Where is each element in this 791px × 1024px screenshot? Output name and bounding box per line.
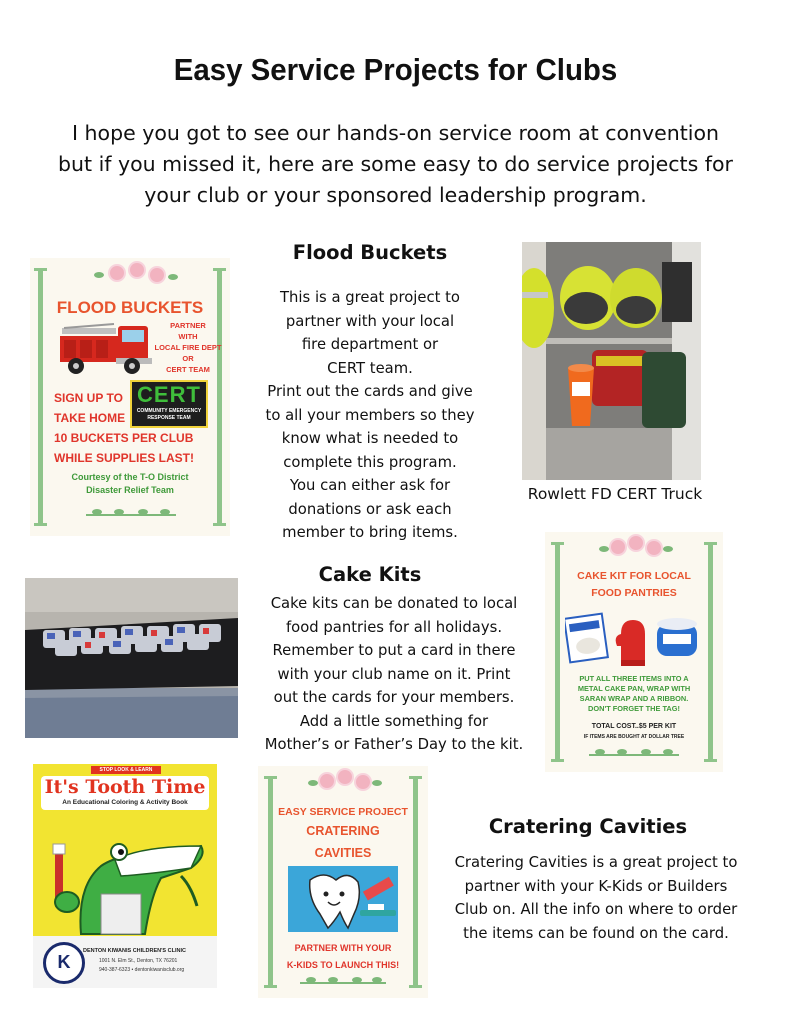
flood-buckets-text: This is a great project to partner with your local fire department or CERT team. Print out the cards and give to all your members so they know what is needed to complete this program. You can either ask for donations or ask each member to bring items. <box>265 289 475 541</box>
card-heading: EASY SERVICE PROJECT CRATERING CAVITIES <box>278 806 408 860</box>
clinic-name: DENTON KIWANIS CHILDREN'S CLINIC <box>83 948 186 954</box>
card-heading: FLOOD BUCKETS <box>56 298 204 317</box>
clinic-contact: 940-387-6323 • dentonkiwanisclub.org <box>99 967 185 973</box>
cake-kits-title: Cake Kits <box>318 563 422 586</box>
cert-truck-photo <box>522 242 701 480</box>
partner-text: PARTNER WITH LOCAL FIRE DEPT OR CERT TEAM <box>154 321 222 374</box>
cake-kits-photo <box>25 578 238 738</box>
cake-kits-text: Cake kits can be donated to local food pantries for all holidays. Remember to put a card in there with your club name on it. Print out the cards for your members. Add a little something for Mother’s or Father’s Day to the kit. <box>264 595 524 753</box>
cert-truck-caption: Rowlett FD CERT Truck <box>527 485 703 503</box>
intro-line: your club or your sponsored leadership program. <box>144 183 647 207</box>
cake-kit-cost: TOTAL COST..$5 PER KIT <box>591 723 677 730</box>
kiwanis-logo: K <box>43 942 85 984</box>
cake-kit-instructions: PUT ALL THREE ITEMS INTO A METAL CAKE PAN, WRAP WITH SARAN WRAP AND A RIBBON. DON'T FORGET THE TAG! <box>577 674 691 713</box>
cavities-card-footer: PARTNER WITH YOUR K-KIDS TO LAUNCH THIS! <box>286 943 400 970</box>
page-title: Easy Service Projects for Clubs <box>173 52 618 87</box>
flower-icon <box>130 263 144 277</box>
book-title: It's Tooth Time <box>44 776 206 798</box>
courtesy-text: Courtesy of the T-O District Disaster Relief Team <box>71 472 189 495</box>
cake-mix-icon <box>565 610 609 664</box>
cratering-cavities-text: Cratering Cavities is a great project to partner with your K-Kids or Builders Club on. All the info on where to order the items can be found on the card. <box>454 854 738 942</box>
card-heading: CAKE KIT FOR LOCAL FOOD PANTRIES <box>577 570 691 599</box>
signup-text: SIGN UP TO TAKE HOME 10 BUCKETS PER CLUB WHILE SUPPLIES LAST! <box>54 391 195 465</box>
flower-icon <box>320 774 334 788</box>
intro-paragraph <box>30 118 761 211</box>
flower-icon <box>150 268 164 282</box>
intro-line: I hope you got to see our hands-on service room at convention <box>71 121 720 145</box>
cake-kit-card <box>545 532 723 772</box>
cratering-cavities-card <box>258 766 428 998</box>
tooth-icon <box>288 866 398 932</box>
book-subtitle: An Educational Coloring & Activity Book <box>62 799 188 806</box>
flower-icon <box>611 540 625 554</box>
fire-truck-icon <box>56 318 156 376</box>
clinic-address: 1001 N. Elm St., Denton, TX 76201 <box>99 958 178 964</box>
flood-buckets-title: Flood Buckets <box>292 241 448 264</box>
flower-icon <box>110 266 124 280</box>
alligator-icon <box>41 816 211 936</box>
flower-icon <box>338 770 352 784</box>
flower-icon <box>629 536 643 550</box>
oven-mitt-icon <box>615 616 649 668</box>
frosting-icon <box>653 616 701 660</box>
flower-icon <box>356 775 370 789</box>
coloring-book-cover <box>33 764 217 988</box>
cake-kit-cost-note: IF ITEMS ARE BOUGHT AT DOLLAR TREE <box>583 734 685 740</box>
flood-buckets-card <box>30 258 230 536</box>
cratering-cavities-title: Cratering Cavities <box>488 815 688 838</box>
flower-icon <box>647 541 661 555</box>
book-banner: STOP LOOK & LEARN <box>99 767 153 773</box>
cert-logo: CERT COMMUNITY EMERGENCY RESPONSE TEAM <box>130 380 208 428</box>
intro-line: but if you missed it, here are some easy to do service projects for <box>58 152 733 176</box>
